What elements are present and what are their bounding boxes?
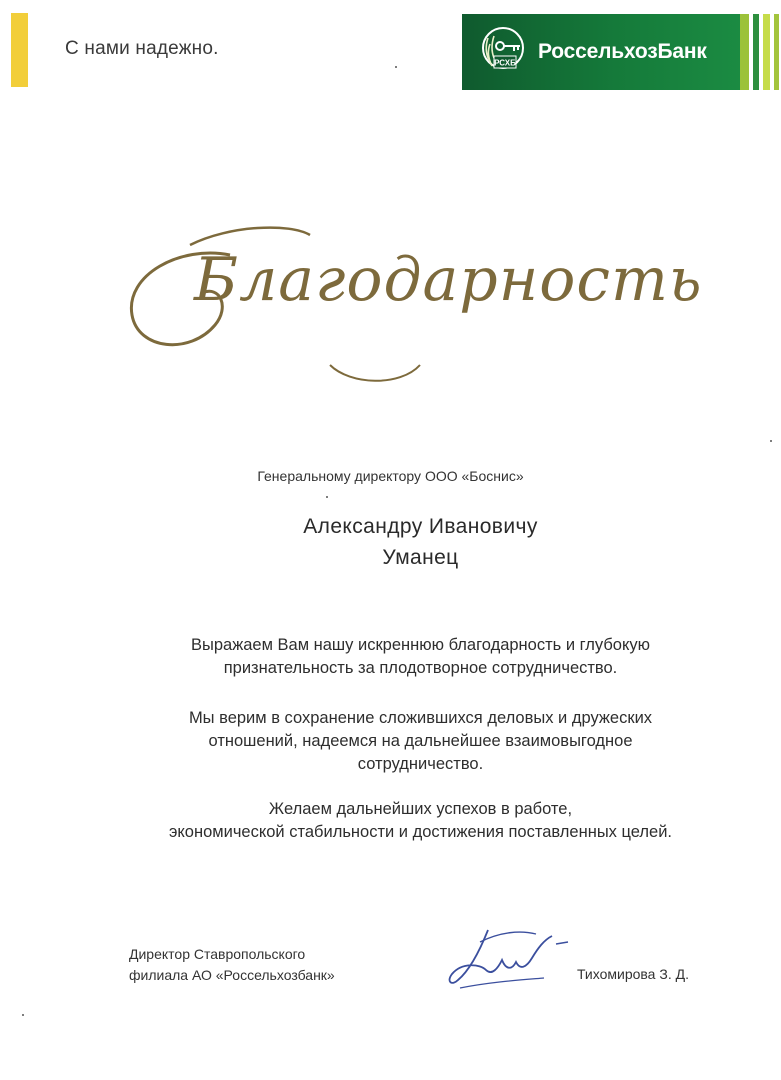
scan-speck [395,66,397,68]
slogan: С нами надежно. [65,38,219,59]
brand-stripe [763,14,770,90]
yellow-accent-stripe [11,13,28,87]
paragraph-1-line1: Выражаем Вам нашу искреннюю благодарность и глубокую [190,636,651,654]
recipient-name-line2: Уманец [382,546,459,569]
brand-name: РоссельхозБанк [538,40,707,63]
paragraph-3-line2: экономической стабильности и достижения поставленных целей. [168,823,673,841]
bank-brand-banner [462,14,781,91]
brand-stripe [740,14,749,90]
document-title-block [120,215,730,395]
recipient-position: Генеральному директору ООО «Боснис» [257,468,524,484]
signer-line2: филиала АО «Россельхозбанк» [129,967,335,983]
paragraph-2-line1: Мы верим в сохранение сложившихся деловых и дружеских [188,709,653,727]
brand-stripe [774,14,779,90]
scan-speck [22,1014,24,1016]
scan-speck [326,496,328,498]
paragraph-3-line1: Желаем дальнейших успехов в работе, [268,800,573,818]
signer-name: Тихомирова З. Д. [577,966,689,982]
paragraph-2-line3: сотрудничество. [357,755,484,773]
recipient-name-line1: Александру Ивановичу [303,515,538,538]
scan-speck [770,440,772,442]
handwritten-signature-icon [440,920,580,998]
paragraph-2-line2: отношений, надеемся на дальнейшее взаимовыгодное [208,732,633,750]
paragraph-1-line2: признательность за плодотворное сотрудничество. [223,659,618,677]
signer-position [129,944,335,986]
wheat-key-logo-icon [480,24,526,80]
document-title: Благодарность [194,245,703,315]
logo-text: РСХБ [494,58,516,68]
signer-line1: Директор Ставропольского [129,946,306,962]
